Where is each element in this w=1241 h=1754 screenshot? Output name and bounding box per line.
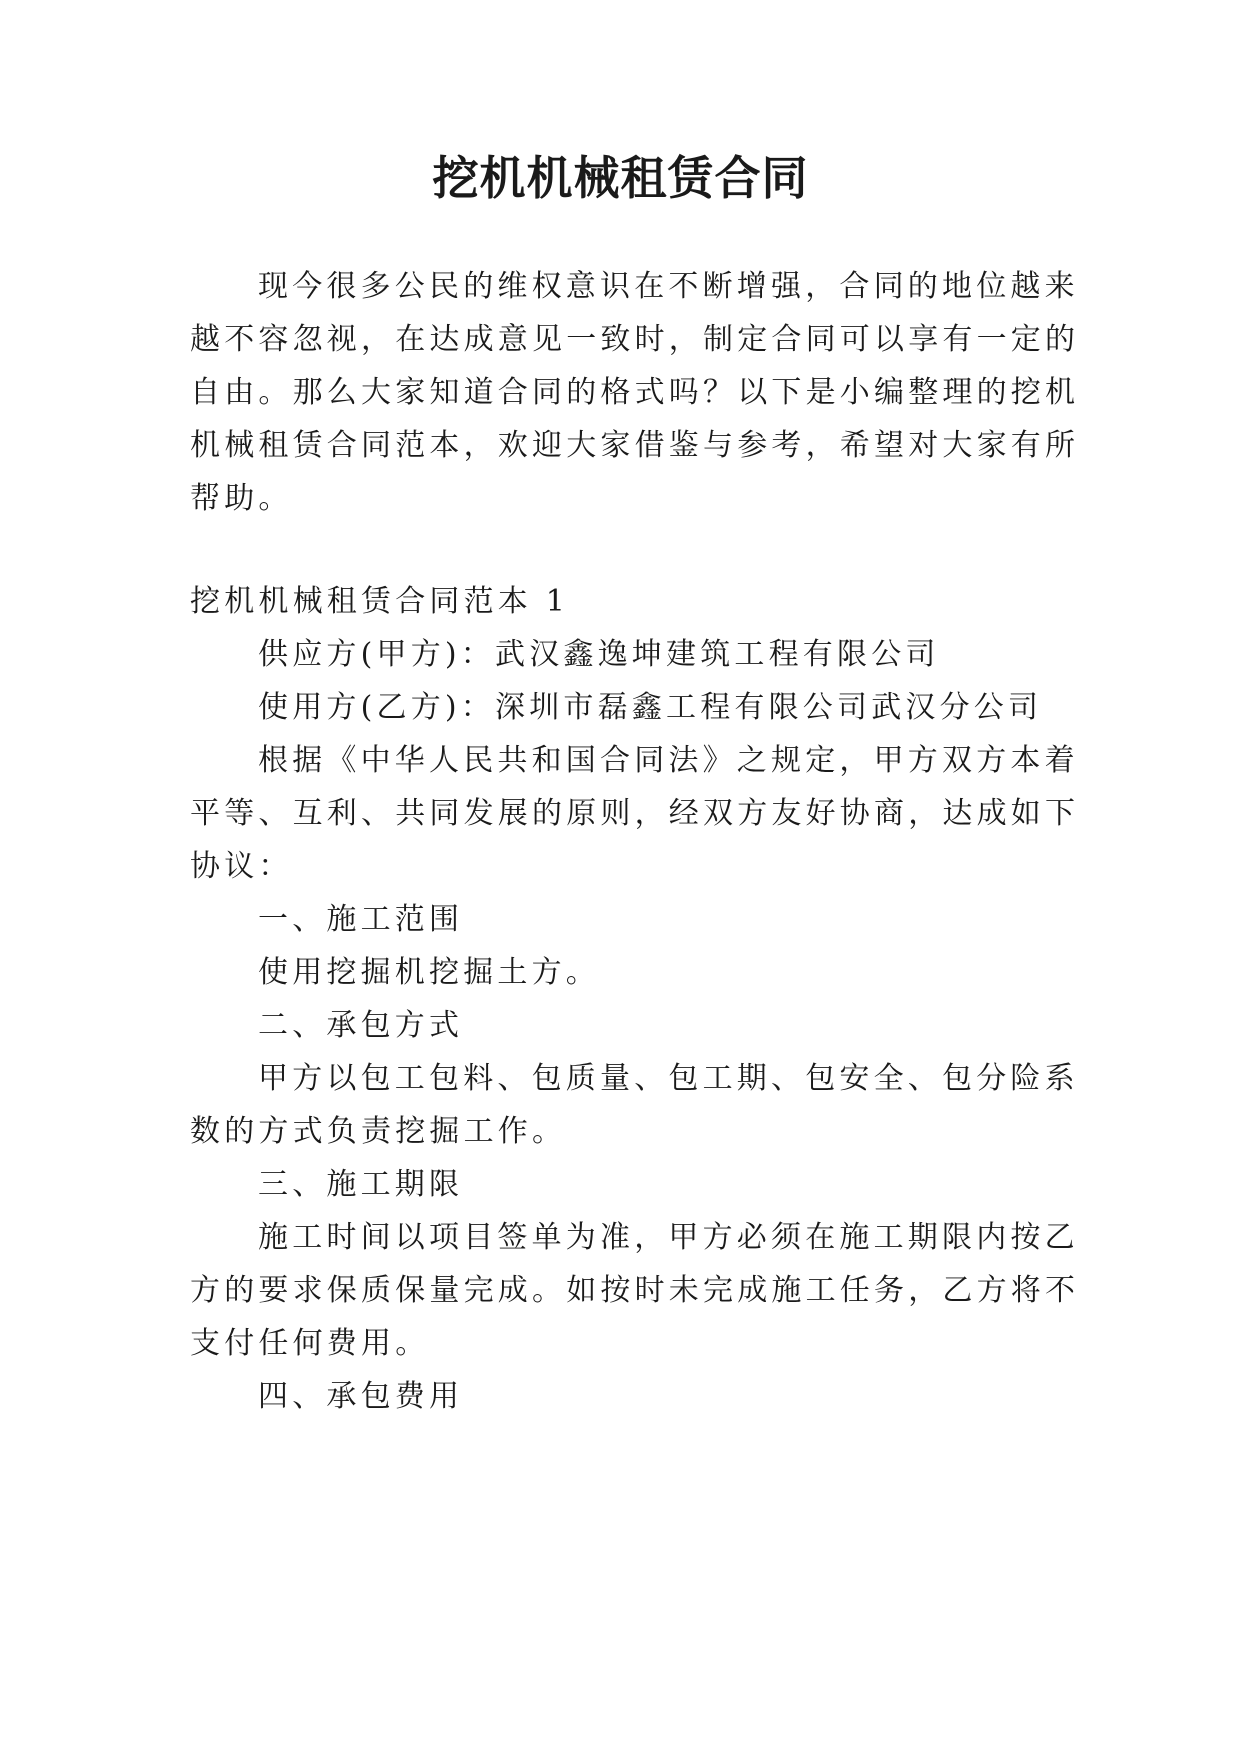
document-title: 挖机机械租赁合同	[432, 151, 809, 205]
clause3-heading: 三、施工期限	[258, 1167, 464, 1202]
intro-line-5: 帮助。	[190, 481, 293, 516]
party-b: 使用方(乙方)：深圳市磊鑫工程有限公司武汉分公司	[258, 690, 1043, 725]
clause2-heading: 二、承包方式	[258, 1008, 464, 1043]
preamble-line-2: 平等、互利、共同发展的原则，经双方友好协商，达成如下	[190, 796, 1080, 831]
preamble-line-3: 协议：	[190, 849, 293, 884]
clause3-line-2: 方的要求保质保量完成。如按时未完成施工任务，乙方将不	[190, 1273, 1080, 1308]
clause2-line-2: 数的方式负责挖掘工作。	[190, 1114, 567, 1149]
clause1-heading: 一、施工范围	[258, 902, 464, 937]
intro-line-3: 自由。那么大家知道合同的格式吗？以下是小编整理的挖机	[190, 375, 1080, 410]
preamble-line-1: 根据《中华人民共和国合同法》之规定，甲方双方本着	[258, 743, 1079, 778]
clause1-body: 使用挖掘机挖掘土方。	[258, 955, 600, 990]
clause3-line-1: 施工时间以项目签单为准，甲方必须在施工期限内按乙	[258, 1220, 1079, 1255]
section-heading: 挖机机械租赁合同范本 1	[190, 584, 570, 619]
clause4-heading: 四、承包费用	[258, 1379, 464, 1414]
clause2-line-1: 甲方以包工包料、包质量、包工期、包安全、包分险系	[258, 1061, 1079, 1096]
intro-line-4: 机械租赁合同范本，欢迎大家借鉴与参考，希望对大家有所	[190, 428, 1080, 463]
intro-line-2: 越不容忽视，在达成意见一致时，制定合同可以享有一定的	[190, 322, 1080, 357]
clause3-line-3: 支付任何费用。	[190, 1326, 430, 1361]
intro-line-1: 现今很多公民的维权意识在不断增强，合同的地位越来	[258, 269, 1079, 304]
party-a: 供应方(甲方)：武汉鑫逸坤建筑工程有限公司	[258, 637, 940, 672]
